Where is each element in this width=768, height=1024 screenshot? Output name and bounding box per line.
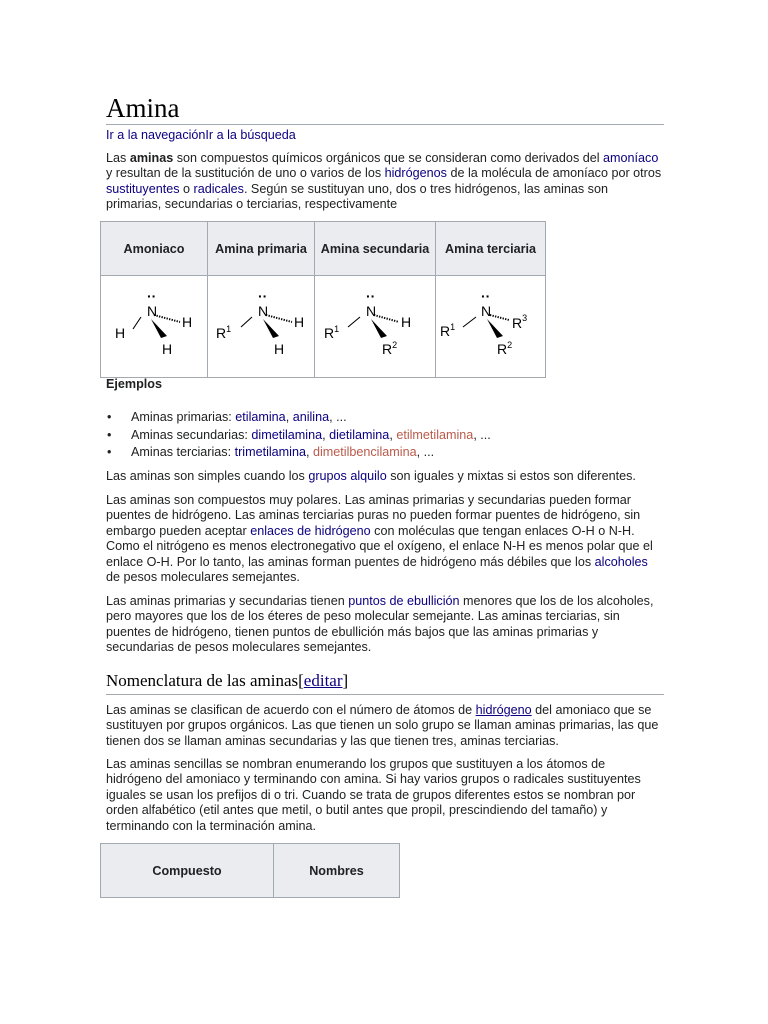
examples-caption: Ejemplos bbox=[106, 377, 162, 391]
left-substituent-index: 1 bbox=[334, 324, 340, 334]
intro-bold-term: aminas bbox=[129, 151, 174, 165]
structure-cell-secundaria bbox=[315, 276, 436, 378]
link-radicales[interactable]: radicales bbox=[193, 181, 244, 196]
list-item bbox=[106, 444, 491, 462]
right-substituent-index: 3 bbox=[522, 313, 528, 323]
paragraph-text: Las aminas son compuestos muy polares. Las aminas primarias y secundarias pueden formar puentes de hidrógeno. Las aminas terciarias puras no pueden formar puentes de hidrógeno, sin embargo pueden aceptar bbox=[106, 493, 641, 538]
left-substituent-symbol: R bbox=[324, 325, 335, 341]
table-header-row bbox=[101, 222, 546, 276]
bullet: • bbox=[107, 427, 112, 442]
link-alcoholes[interactable]: alcoholes bbox=[594, 554, 648, 569]
lone-pair: ·· bbox=[366, 288, 376, 304]
header-compuesto: Compuesto bbox=[101, 844, 274, 898]
intro-text: y resultan de la sustitución de uno o varios de los bbox=[106, 166, 385, 181]
left-substituent-index: 1 bbox=[226, 324, 232, 334]
left-substituent-symbol: R bbox=[440, 323, 451, 339]
link-sustituyentes[interactable]: sustituyentes bbox=[106, 181, 180, 196]
nitrogen-atom: N bbox=[147, 303, 158, 319]
right-substituent-symbol: R bbox=[512, 315, 523, 331]
right-substituent: H bbox=[294, 314, 305, 330]
list-item-label: Aminas secundarias: bbox=[131, 427, 252, 442]
paragraph-text: menores que los de los alcoholes, pero mayores que los de los éteres de peso molecular semejante. Las aminas terciarias, sin puentes de hidrógeno, tienen puntos de ebullición más bajos que las aminas primarias y secundarias de pesos moleculares semejantes. bbox=[106, 594, 654, 655]
edit-bracket: ] bbox=[342, 671, 349, 690]
compound-names-table bbox=[100, 843, 400, 898]
link-anilina[interactable]: anilina bbox=[292, 410, 330, 424]
separator: , bbox=[389, 427, 397, 442]
bottom-substituent bbox=[497, 340, 512, 357]
structure-cell-primaria bbox=[208, 276, 315, 378]
link-puntos-de-ebullicion[interactable]: puntos de ebullición bbox=[348, 594, 460, 608]
bullet: • bbox=[107, 445, 112, 459]
list-item-label: Aminas primarias: bbox=[131, 410, 236, 424]
nitrogen-atom: N bbox=[366, 303, 377, 319]
left-substituent: H bbox=[115, 325, 126, 341]
section-heading-text: Nomenclatura de las aminas bbox=[106, 671, 299, 690]
bottom-substituent: H bbox=[274, 341, 285, 357]
intro-text: son compuestos químicos orgánicos que se consideran como derivados del bbox=[173, 151, 604, 165]
bottom-substituent: H bbox=[162, 341, 173, 357]
page-title: Amina bbox=[106, 93, 180, 123]
header-amina-primaria: Amina primaria bbox=[208, 222, 315, 276]
separator: , bbox=[285, 410, 293, 424]
paragraph-text: Las aminas primarias y secundarias tienen bbox=[106, 594, 349, 608]
jump-to-search-link[interactable]: Ir a la búsqueda bbox=[205, 128, 296, 142]
separator: , bbox=[305, 445, 313, 459]
link-dimetilbencilamina[interactable]: dimetilbencilamina bbox=[312, 445, 417, 459]
paragraph-text: de pesos moleculares semejantes. bbox=[106, 570, 300, 585]
paragraph-simples bbox=[106, 469, 662, 484]
link-dimetilamina[interactable]: dimetilamina bbox=[251, 427, 323, 442]
intro-paragraph bbox=[106, 151, 662, 213]
edit-section-link[interactable]: editar bbox=[303, 671, 343, 690]
paragraph-text: Las aminas se clasifican de acuerdo con el número de átomos de bbox=[106, 703, 476, 717]
structure-cell-terciaria bbox=[436, 276, 546, 378]
header-amina-secundaria: Amina secundaria bbox=[315, 222, 436, 276]
nitrogen-atom: N bbox=[258, 303, 269, 319]
link-enlaces-de-hidrogeno[interactable]: enlaces de hidrógeno bbox=[250, 523, 371, 538]
bottom-substituent-index: 2 bbox=[392, 340, 398, 350]
paragraph-text: son iguales y mixtas si estos son diferentes. bbox=[386, 469, 636, 483]
bottom-substituent bbox=[382, 340, 397, 357]
bottom-substituent-symbol: R bbox=[382, 341, 393, 357]
list-item-ellipsis: , ... bbox=[473, 427, 491, 442]
edit-bracket: [ bbox=[298, 671, 304, 690]
jump-links bbox=[106, 127, 296, 143]
ammonia-structure-image bbox=[101, 276, 207, 374]
header-nombres: Nombres bbox=[274, 844, 400, 898]
list-item-label: Aminas terciarias: bbox=[131, 445, 235, 459]
secondary-amine-structure-image bbox=[315, 276, 435, 374]
paragraph-text: del amoniaco que se sustituyen por grupos orgánicos. Las que tienen un solo grupo se llaman aminas primarias, las que tienen dos se llaman aminas secundarias y las que tienen tres, aminas terciarias. bbox=[106, 703, 659, 748]
separator: , bbox=[322, 427, 330, 442]
jump-to-navigation-link[interactable]: Ir a la navegación bbox=[106, 128, 206, 142]
paragraph-text: con moléculas que tengan enlaces O-H o N-H. Como el nitrógeno es menos electronegativo que el oxígeno, el enlace N-H es menos polar que el enlace O-H. Por lo tanto, las aminas forman puentes de hidrógeno más débiles que los bbox=[106, 523, 653, 569]
lone-pair: ·· bbox=[481, 288, 491, 304]
bottom-substituent-index: 2 bbox=[507, 340, 513, 350]
left-substituent bbox=[440, 322, 455, 339]
list-item bbox=[106, 427, 491, 445]
list-item-ellipsis: , ... bbox=[329, 410, 347, 424]
link-trimetilamina[interactable]: trimetilamina bbox=[234, 445, 306, 459]
left-substituent-symbol: R bbox=[216, 325, 227, 341]
link-amoniaco[interactable]: amoníaco bbox=[603, 151, 659, 165]
nitrogen-atom: N bbox=[481, 303, 492, 319]
primary-amine-structure-image bbox=[208, 276, 314, 374]
lone-pair: ·· bbox=[258, 288, 268, 304]
intro-text: Las bbox=[106, 151, 130, 165]
link-etilamina[interactable]: etilamina bbox=[235, 410, 286, 424]
table-header-row bbox=[101, 844, 400, 898]
right-substituent: H bbox=[401, 314, 412, 330]
paragraph-sencillas: Las aminas sencillas se nombran enumerando los grupos que sustituyen a los átomos de hidrógeno del amoniaco y terminando con amina. Si hay varios grupos o radicales sustituyentes iguales se usan los prefijos di o tri. Cuando se trata de grupos diferentes estos se nombran por orden alfabético (etil antes que metil, o butil antes que propil, prescindiendo del tamaño) y terminando con la terminación amina. bbox=[106, 757, 641, 833]
right-substituent: H bbox=[182, 314, 193, 330]
link-grupos-alquilo[interactable]: grupos alquilo bbox=[308, 469, 387, 483]
intro-text: . Según se sustituyan uno, dos o tres hidrógenos, las aminas son primarias, secundarias o terciarias, respectivamente bbox=[106, 181, 608, 212]
paragraph-clasifican bbox=[106, 703, 662, 749]
link-etilmetilamina[interactable]: etilmetilamina bbox=[396, 427, 474, 442]
amine-types-table bbox=[100, 221, 546, 378]
left-substituent-index: 1 bbox=[450, 322, 456, 332]
section-heading-nomenclatura bbox=[106, 670, 348, 692]
right-substituent bbox=[512, 313, 527, 331]
left-substituent bbox=[216, 324, 231, 341]
paragraph-ebullicion bbox=[106, 594, 662, 656]
bullet: • bbox=[107, 410, 112, 424]
link-hidrogenos[interactable]: hidrógenos bbox=[384, 166, 447, 181]
link-dietilamina[interactable]: dietilamina bbox=[329, 427, 390, 442]
left-substituent bbox=[324, 324, 339, 341]
lone-pair: ·· bbox=[147, 288, 157, 304]
link-hidrogeno[interactable]: hidrógeno bbox=[475, 703, 532, 717]
tertiary-amine-structure-image bbox=[436, 276, 545, 374]
list-item bbox=[106, 409, 491, 427]
list-item-ellipsis: , ... bbox=[416, 445, 435, 459]
structures-row bbox=[101, 276, 546, 378]
bottom-substituent-symbol: R bbox=[497, 341, 508, 357]
examples-list bbox=[106, 409, 491, 462]
intro-text: o bbox=[179, 181, 194, 196]
title-divider bbox=[106, 124, 664, 125]
structure-cell-amoniaco bbox=[101, 276, 208, 378]
intro-text: de la molécula de amoníaco por otros bbox=[446, 166, 662, 181]
paragraph-polares bbox=[106, 493, 662, 585]
section-divider bbox=[106, 694, 664, 695]
paragraph-text: Las aminas son simples cuando los bbox=[106, 469, 309, 483]
header-amoniaco: Amoniaco bbox=[101, 222, 208, 276]
header-amina-terciaria: Amina terciaria bbox=[436, 222, 546, 276]
